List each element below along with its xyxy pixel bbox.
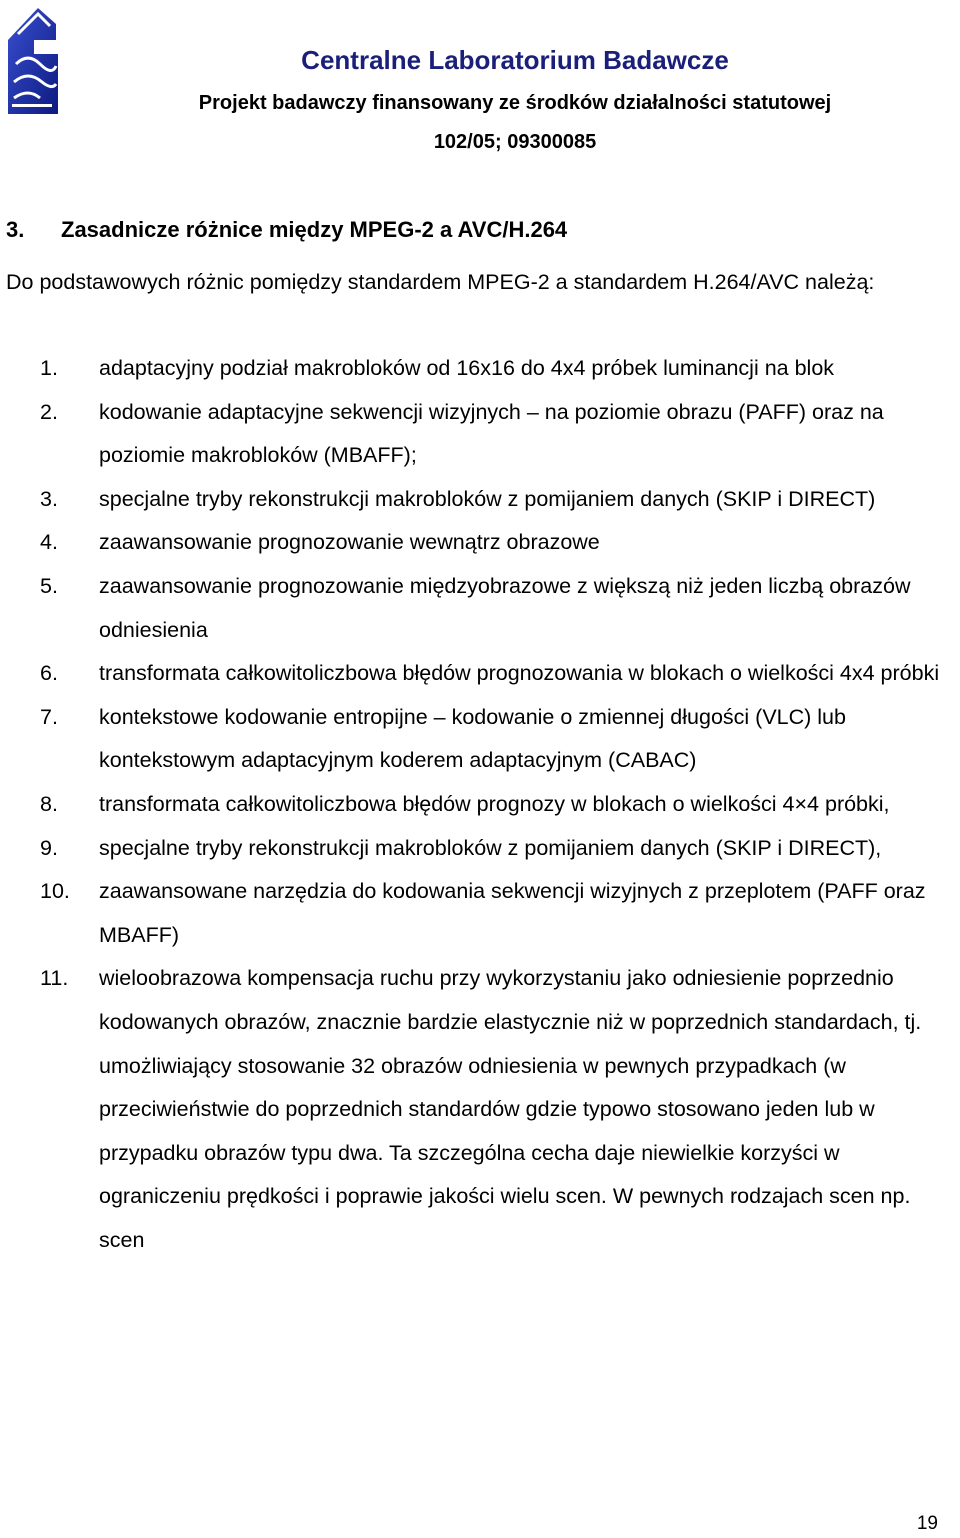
list-item xyxy=(0,391,960,478)
list-item xyxy=(0,957,960,1262)
list-item xyxy=(0,478,960,522)
list-item xyxy=(0,565,960,652)
list-item-number: 8. xyxy=(40,791,58,816)
list-item-number: 5. xyxy=(40,573,58,598)
list-item-number: 1. xyxy=(40,356,58,380)
list-item-text: transformata całkowitoliczbowa błędów prognozowania w blokach o wielkości 4x4 próbki xyxy=(99,661,940,686)
list-item-text: zaawansowanie prognozowanie wewnątrz obrazowe xyxy=(99,530,600,555)
list-item-text: adaptacyjny podział makrobloków od 16x16 do 4x4 próbek luminancji na blok xyxy=(99,356,835,380)
list-item-text: transformata całkowitoliczbowa błędów prognozy w blokach o wielkości 4×4 próbki, xyxy=(99,791,890,816)
project-description: Projekt badawczy finansowany ze środków działalności statutowej xyxy=(198,92,832,114)
section-title: Zasadnicze różnice między MPEG-2 a AVC/H.264 xyxy=(61,217,568,242)
list-item-number: 4. xyxy=(40,530,58,555)
list-item xyxy=(0,521,960,565)
section-number: 3. xyxy=(6,217,25,242)
list-item xyxy=(0,827,960,871)
list-item-text: specjalne tryby rekonstrukcji makrobloków z pomijaniem danych (SKIP i DIRECT) xyxy=(99,486,876,511)
list-item-number: 3. xyxy=(40,486,58,511)
intro-paragraph: Do podstawowych różnic pomiędzy standardem MPEG-2 a standardem H.264/AVC należą: xyxy=(6,270,875,294)
list-item-number: 10. xyxy=(40,879,70,904)
list-item-number: 6. xyxy=(40,661,58,686)
section-heading xyxy=(6,212,567,248)
clb-institute-logo-icon xyxy=(4,4,62,120)
list-item-text: kodowanie adaptacyjne sekwencji wizyjnych – na poziomie obrazu (PAFF) oraz na poziomie makrobloków (MBAFF); xyxy=(99,399,884,468)
list-item-number: 2. xyxy=(40,399,58,424)
list-item-text: wieloobrazowa kompensacja ruchu przy wykorzystaniu jako odniesienie poprzednio kodowanych obrazów, znacznie bardzie elastycznie niż w poprzednich standardach, tj. umożliwiający stosowanie 32 obrazów odniesienia w pewnych przypadkach (w przeciwieństwie do poprzednich standardów gdzie typowo stosowano jeden lub w przypadku obrazów typu dwa. Ta szczególna cecha daje niewielkie korzyści w ograniczeniu prędkości i poprawie jakości wielu scen. W pewnych rodzajach scen np. scen xyxy=(99,966,922,1252)
page-number: 19 xyxy=(916,1513,938,1534)
list-item-text: kontekstowe kodowanie entropijne – kodowanie o zmiennej długości (VLC) lub kontekstowym adaptacyjnym koderem adaptacyjnym (CABAC) xyxy=(99,704,846,773)
list-item xyxy=(0,652,960,696)
list-item xyxy=(0,783,960,827)
project-code: 102/05; 09300085 xyxy=(433,131,597,153)
differences-list xyxy=(0,347,960,1262)
list-item-text: zaawansowanie prognozowanie międzyobrazowe z większą niż jeden liczbą obrazów odniesienia xyxy=(99,573,911,642)
list-item-number: 7. xyxy=(40,704,58,729)
institution-name: Centralne Laboratorium Badawcze xyxy=(301,45,729,75)
list-item xyxy=(0,347,960,391)
list-item-number: 9. xyxy=(40,835,58,860)
list-item-text: zaawansowane narzędzia do kodowania sekwencji wizyjnych z przeplotem (PAFF oraz MBAFF) xyxy=(99,879,926,947)
document-header xyxy=(70,40,960,158)
list-item-number: 11. xyxy=(40,966,69,991)
list-item-text: specjalne tryby rekonstrukcji makrobloków z pomijaniem danych (SKIP i DIRECT), xyxy=(99,835,882,860)
list-item xyxy=(0,870,960,957)
list-item xyxy=(0,696,960,783)
